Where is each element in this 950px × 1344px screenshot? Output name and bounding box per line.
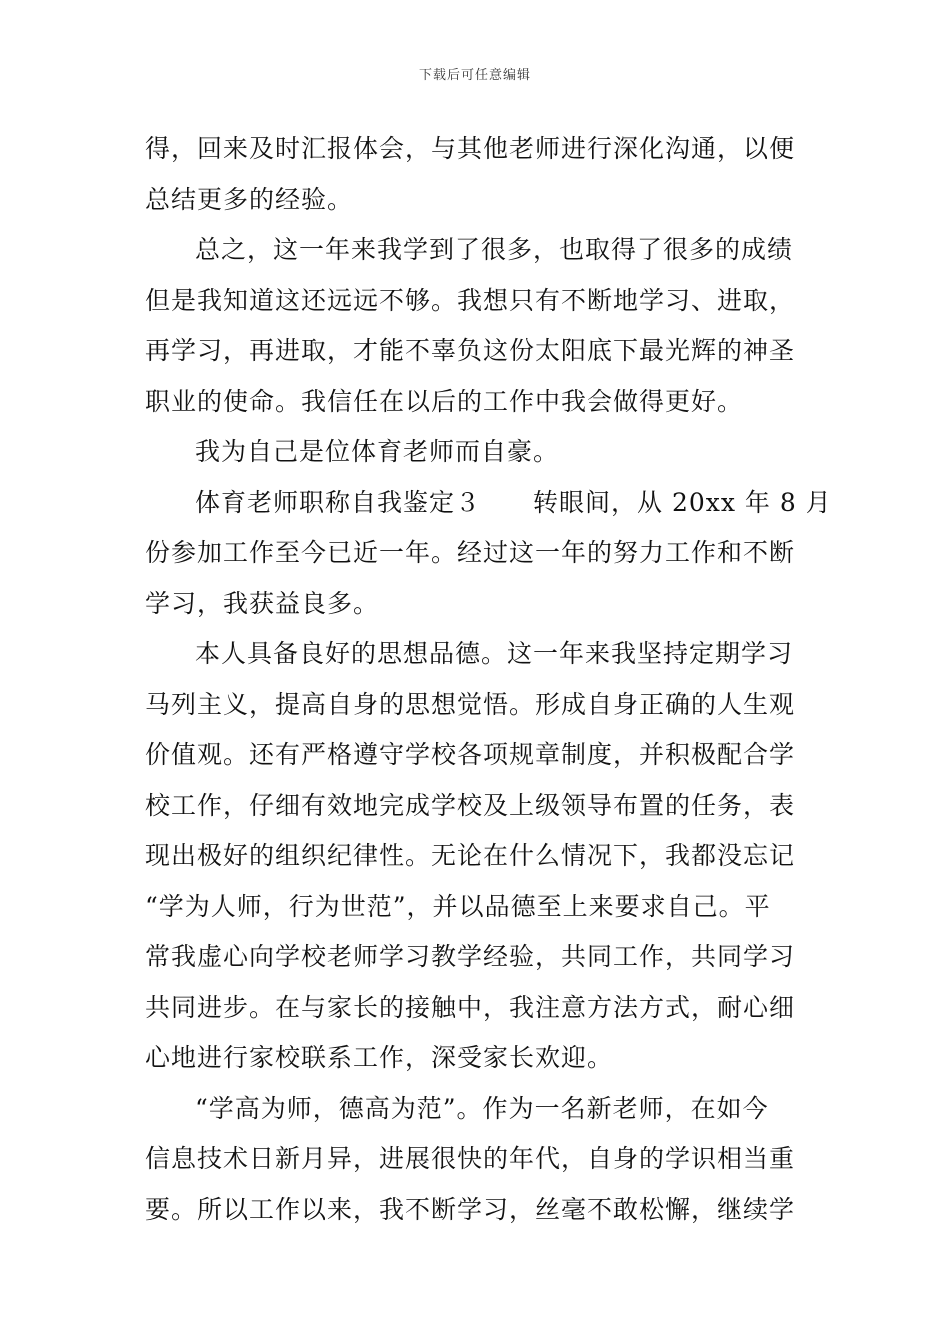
text-line: 份参加工作至今已近一年。经过这一年的努力工作和不断 [145,538,796,567]
text-line: 信息技术日新月异，进展很快的年代，自身的学识相当重 [145,1144,796,1173]
text-line: 校工作，仔细有效地完成学校及上级领导布置的任务，表 [145,790,796,820]
text-line: 我为自己是位体育老师而自豪。 [195,437,560,466]
text-line: 马列主义，提高自身的思想觉悟。形成自身正确的人生观 [145,689,796,719]
text-line: 现出极好的组织纪律性。无论在什么情况下，我都没忘记 [145,841,796,870]
page-header: 下载后可任意编辑 [418,68,531,83]
text-line: 但是我知道这还远远不够。我想只有不断地学习、进取， [145,285,796,315]
text-line: 职业的使命。我信任在以后的工作中我会做得更好。 [145,386,744,416]
document-body [145,124,832,1235]
text-line: 心地进行家校联系工作，深受家长欢迎。 [145,1043,614,1072]
text-line: 总之，这一年来我学到了很多，也取得了很多的成绩 [195,235,794,264]
text-line: “学高为师，德高为范”。作为一名新老师，在如今 [195,1093,769,1123]
text-line: 共同进步。在与家长的接触中，我注意方法方式，耐心细 [145,992,796,1022]
text-line: 总结更多的经验。 [145,184,354,214]
text-line: 常我虚心向学校老师学习教学经验，共同工作，共同学习 [145,942,796,971]
text-line: 价值观。还有严格遵守学校各项规章制度，并积极配合学 [145,740,796,769]
text-line: “学为人师，行为世范”，并以品德至上来要求自己。平 [145,891,771,921]
text-line: 要。所以工作以来，我不断学习，丝毫不敢松懈，继续学 [145,1194,796,1224]
text-line: 本人具备良好的思想品德。这一年来我坚持定期学习 [195,639,794,668]
text-line: 得，回来及时汇报体会，与其他老师进行深化沟通，以便 [145,134,796,163]
text-line: 体育老师职称自我鉴定３ 转眼间，从 20xx 年 8 月 [195,487,832,517]
text-line: 再学习，再进取，才能不辜负这份太阳底下最光辉的神圣 [145,336,796,365]
text-line: 学习，我获益良多。 [145,588,380,618]
